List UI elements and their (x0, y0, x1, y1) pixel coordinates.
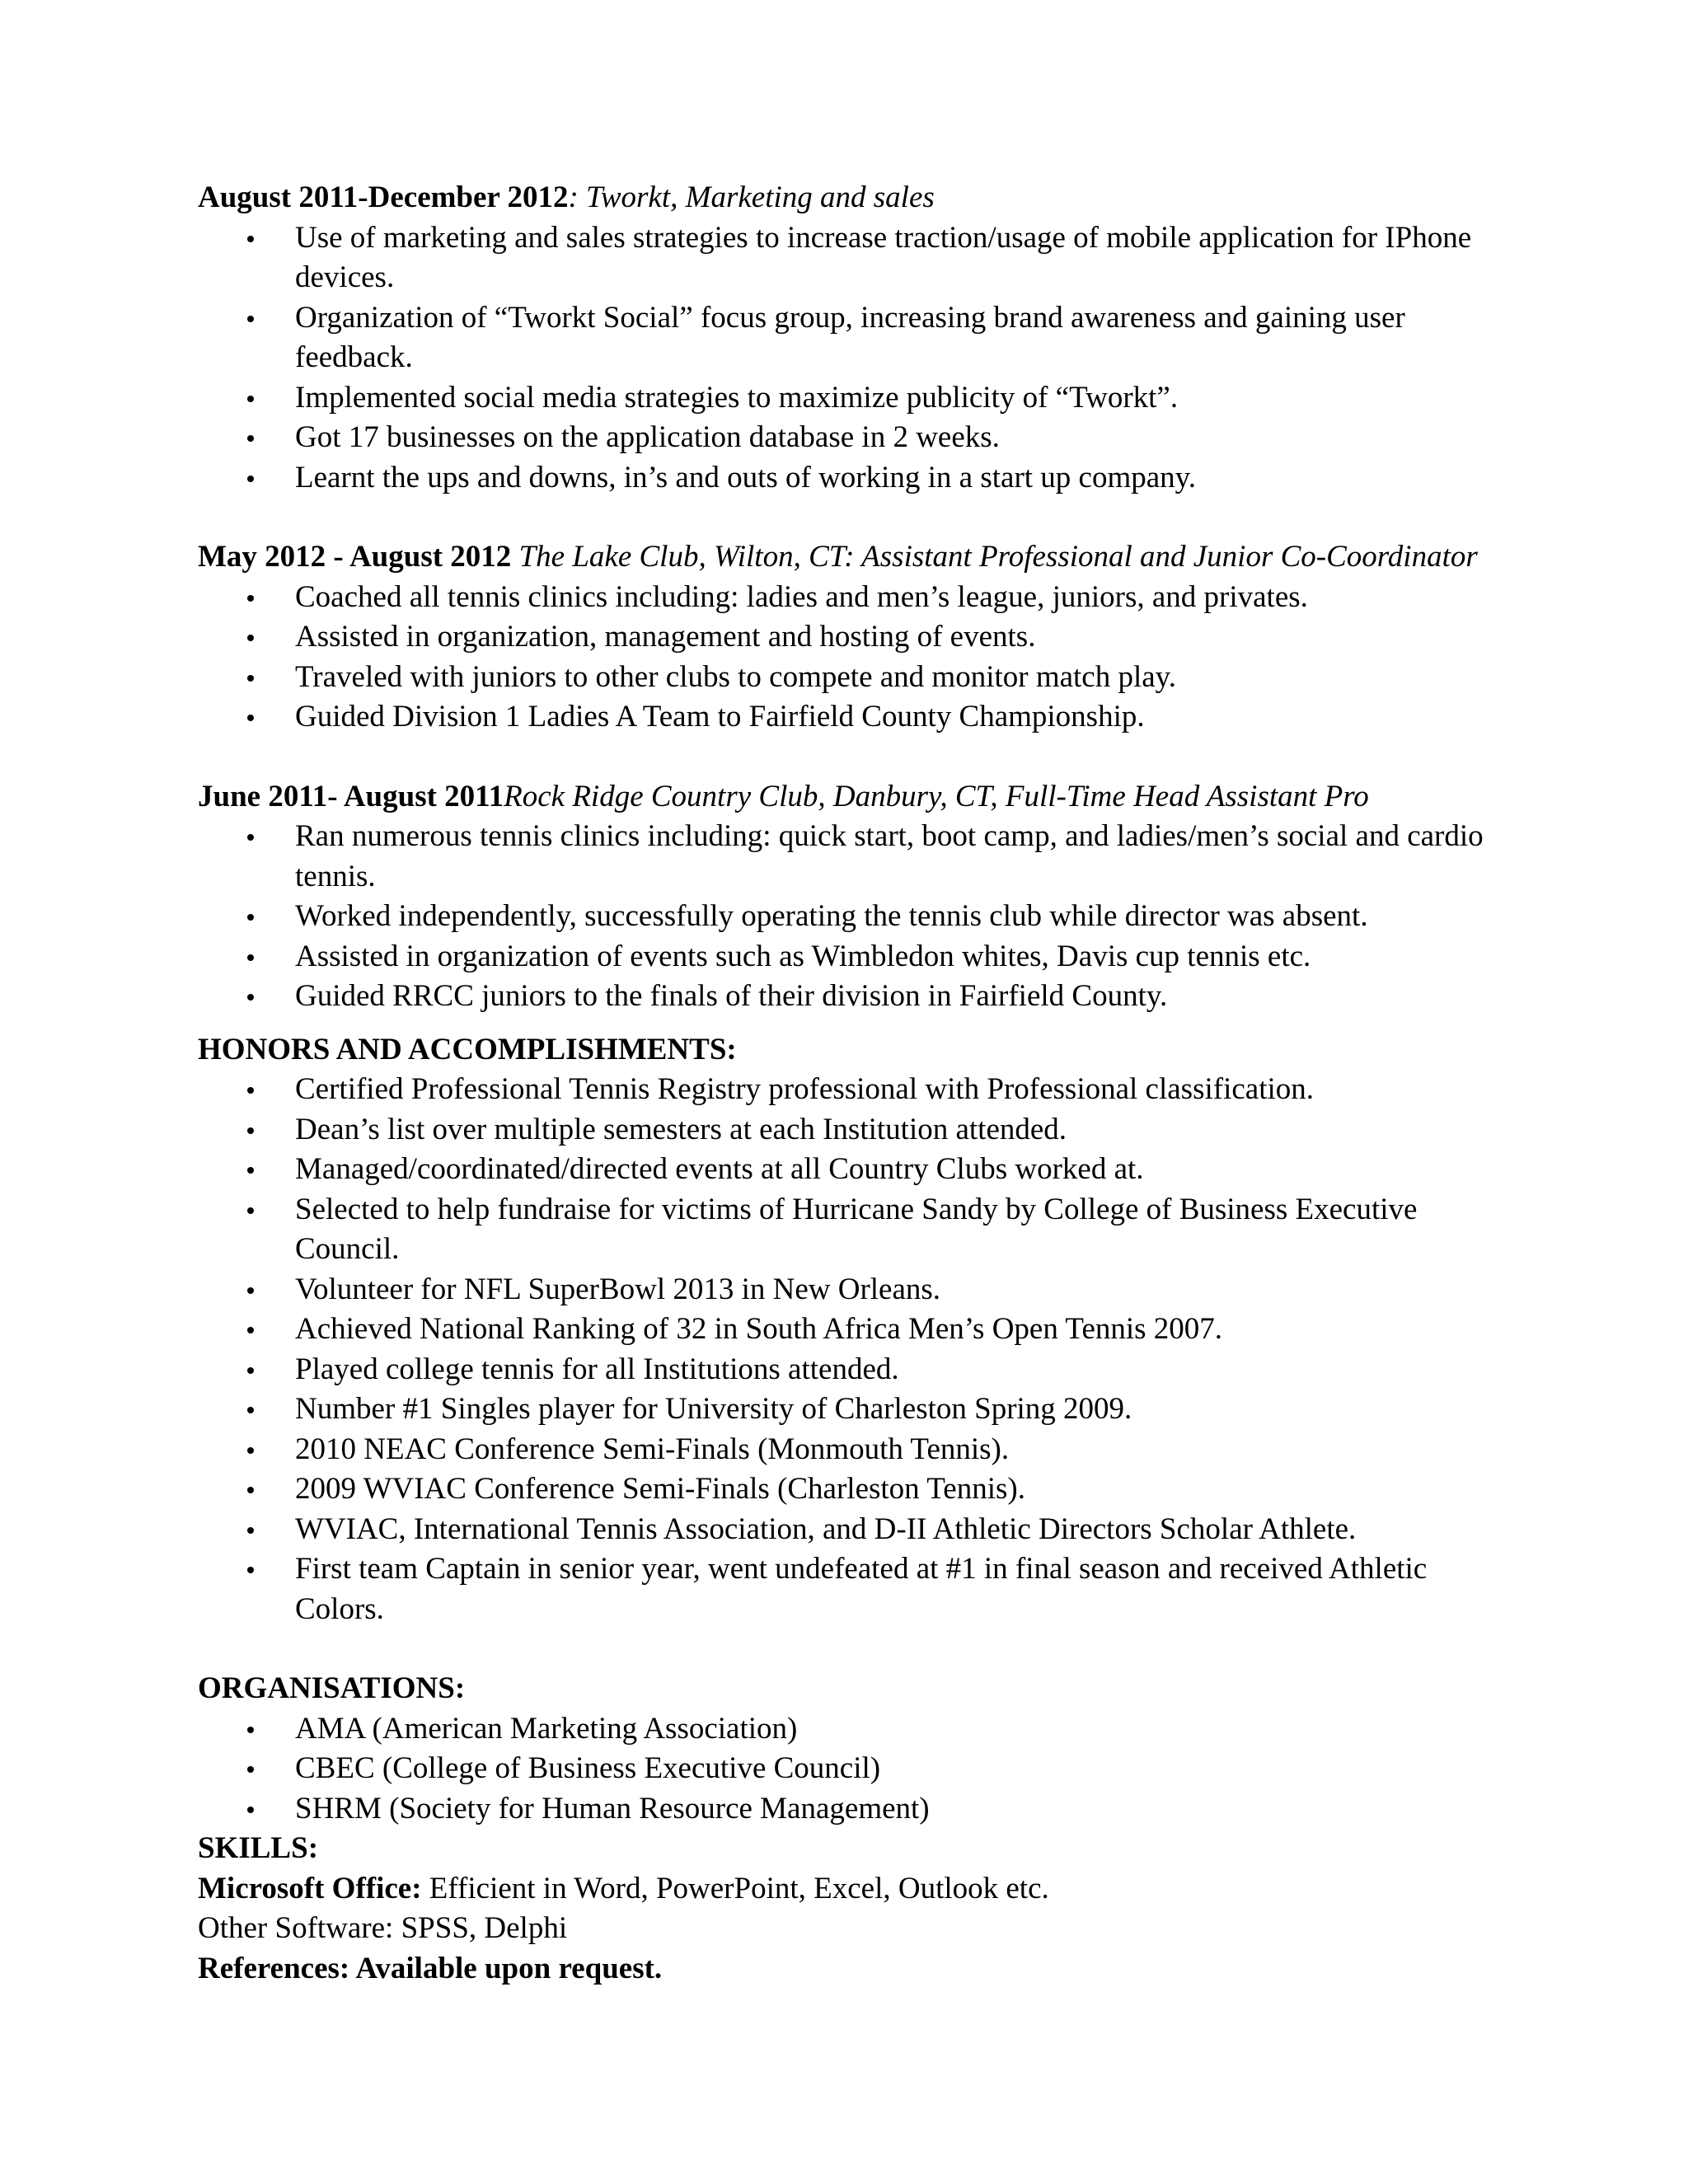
job-dates: June 2011- August 2011 (198, 779, 504, 813)
list-item: SHRM (Society for Human Resource Management) (198, 1789, 1500, 1830)
job-entry-lake-club (198, 537, 1500, 738)
list-item: 2010 NEAC Conference Semi-Finals (Monmouth Tennis). (198, 1430, 1500, 1470)
list-item: Ran numerous tennis clinics including: quick start, boot camp, and ladies/men’s social and cardio tennis. (198, 817, 1500, 897)
list-item: Played college tennis for all Institutions attended. (198, 1350, 1500, 1390)
list-item: Use of marketing and sales strategies to increase traction/usage of mobile application for IPhone devices. (198, 218, 1500, 298)
list-item: Volunteer for NFL SuperBowl 2013 in New Orleans. (198, 1270, 1500, 1310)
list-item: Assisted in organization of events such as Wimbledon whites, Davis cup tennis etc. (198, 937, 1500, 977)
list-item: Number #1 Singles player for University of Charleston Spring 2009. (198, 1390, 1500, 1430)
list-item: Coached all tennis clinics including: ladies and men’s league, juniors, and privates. (198, 578, 1500, 618)
references-line: References: Available upon request. (198, 1951, 663, 1985)
list-item: Guided Division 1 Ladies A Team to Fairfield County Championship. (198, 697, 1500, 738)
organisations-heading: ORGANISATIONS: (198, 1671, 466, 1705)
job-title: : Tworkt, Marketing and sales (568, 180, 935, 214)
job-entry-tworkt (198, 178, 1500, 498)
list-item: Dean’s list over multiple semesters at each Institution attended. (198, 1110, 1500, 1151)
list-item: Managed/coordinated/directed events at all Country Clubs worked at. (198, 1150, 1500, 1190)
skills-section (198, 1829, 1500, 1989)
job-entry-rock-ridge (198, 777, 1500, 1017)
office-skill-line (198, 1869, 1500, 1910)
honors-section (198, 1030, 1500, 1630)
skills-heading: SKILLS: (198, 1831, 319, 1865)
honors-heading: HONORS AND ACCOMPLISHMENTS: (198, 1032, 737, 1066)
job-bullet-list (198, 218, 1500, 499)
resume-page (198, 178, 1500, 1989)
list-item: Implemented social media strategies to maximize publicity of “Tworkt”. (198, 378, 1500, 419)
job-dates: August 2011-December 2012 (198, 180, 569, 214)
list-item: First team Captain in senior year, went undefeated at #1 in final season and received Athletic Colors. (198, 1549, 1500, 1629)
job-heading (198, 537, 1500, 578)
list-item: Organization of “Tworkt Social” focus group, increasing brand awareness and gaining user feedback. (198, 298, 1500, 378)
list-item: CBEC (College of Business Executive Council) (198, 1749, 1500, 1789)
job-heading (198, 178, 1500, 218)
list-item: AMA (American Marketing Association) (198, 1709, 1500, 1750)
organisations-section (198, 1669, 1500, 1829)
office-skill-value: Efficient in Word, PowerPoint, Excel, Outlook etc. (421, 1871, 1049, 1905)
job-dates: May 2012 - August 2012 (198, 540, 512, 574)
office-skill-label: Microsoft Office: (198, 1871, 422, 1905)
organisations-list (198, 1709, 1500, 1830)
list-item: Selected to help fundraise for victims of Hurricane Sandy by College of Business Executive Council. (198, 1190, 1500, 1270)
other-software-line: Other Software: SPSS, Delphi (198, 1911, 568, 1945)
honors-list (198, 1070, 1500, 1629)
list-item: Achieved National Ranking of 32 in South Africa Men’s Open Tennis 2007. (198, 1310, 1500, 1350)
job-bullet-list (198, 817, 1500, 1017)
list-item: Guided RRCC juniors to the finals of their division in Fairfield County. (198, 977, 1500, 1017)
list-item: Worked independently, successfully operating the tennis club while director was absent. (198, 897, 1500, 937)
job-heading (198, 777, 1500, 818)
list-item: WVIAC, International Tennis Association, and D-II Athletic Directors Scholar Athlete. (198, 1510, 1500, 1550)
job-title: The Lake Club, Wilton, CT: Assistant Professional and Junior Co-Coordinator (511, 540, 1478, 574)
list-item: Got 17 businesses on the application database in 2 weeks. (198, 418, 1500, 458)
list-item: Certified Professional Tennis Registry professional with Professional classification. (198, 1070, 1500, 1110)
list-item: Learnt the ups and downs, in’s and outs of working in a start up company. (198, 458, 1500, 499)
list-item: Assisted in organization, management and hosting of events. (198, 617, 1500, 658)
job-title: Rock Ridge Country Club, Danbury, CT, Full-Time Head Assistant Pro (504, 779, 1369, 813)
list-item: Traveled with juniors to other clubs to compete and monitor match play. (198, 658, 1500, 698)
list-item: 2009 WVIAC Conference Semi-Finals (Charleston Tennis). (198, 1469, 1500, 1510)
job-bullet-list (198, 578, 1500, 738)
